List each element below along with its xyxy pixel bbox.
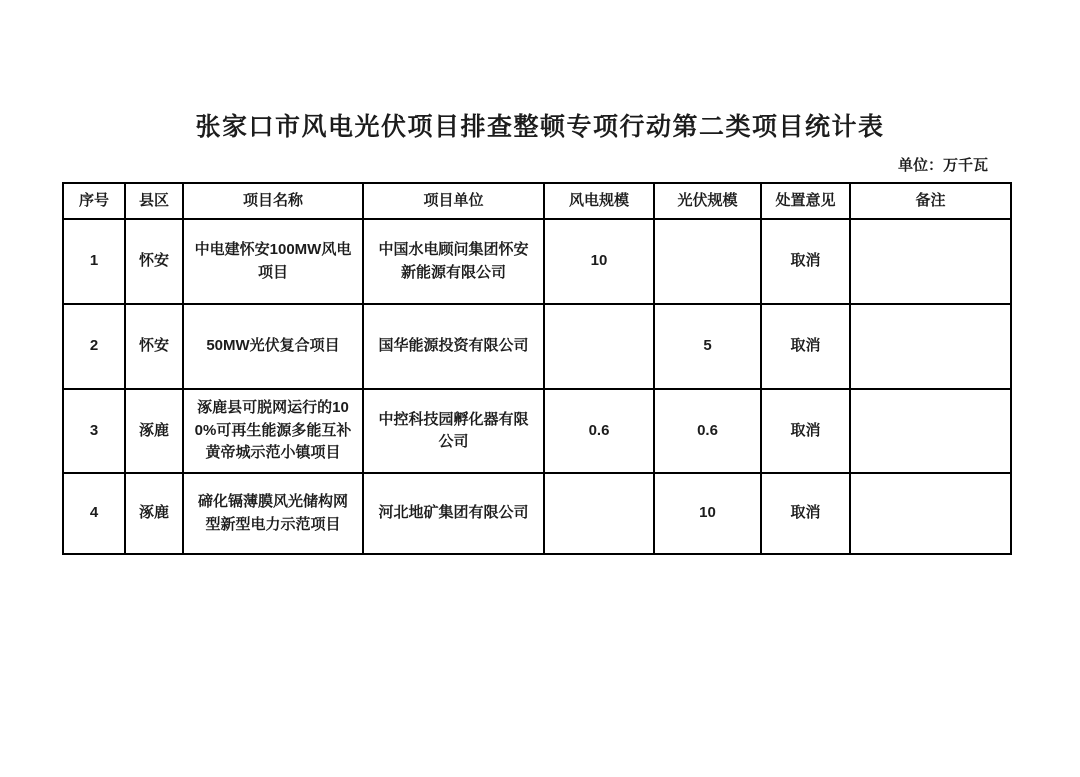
cell-remarks <box>850 473 1011 554</box>
cell-project-name: 碲化镉薄膜风光储构网型新型电力示范项目 <box>183 473 363 554</box>
cell-pv-scale <box>654 219 761 304</box>
cell-project-unit: 国华能源投资有限公司 <box>363 304 544 389</box>
cell-county: 怀安 <box>125 304 183 389</box>
cell-project-name: 涿鹿县可脱网运行的100%可再生能源多能互补黄帝城示范小镇项目 <box>183 389 363 473</box>
cell-seq: 2 <box>63 304 125 389</box>
cell-wind-scale: 0.6 <box>544 389 654 473</box>
cell-wind-scale: 10 <box>544 219 654 304</box>
cell-disposal: 取消 <box>761 219 850 304</box>
cell-seq: 3 <box>63 389 125 473</box>
cell-remarks <box>850 219 1011 304</box>
cell-disposal: 取消 <box>761 389 850 473</box>
col-header-project-unit: 项目单位 <box>363 183 544 219</box>
cell-seq: 1 <box>63 219 125 304</box>
cell-pv-scale: 10 <box>654 473 761 554</box>
col-header-disposal: 处置意见 <box>761 183 850 219</box>
col-header-remarks: 备注 <box>850 183 1011 219</box>
cell-seq: 4 <box>63 473 125 554</box>
cell-pv-scale: 5 <box>654 304 761 389</box>
cell-county: 怀安 <box>125 219 183 304</box>
col-header-county: 县区 <box>125 183 183 219</box>
table-row <box>63 473 1011 554</box>
unit-note: 单位：万千瓦 <box>897 157 988 174</box>
cell-county: 涿鹿 <box>125 473 183 554</box>
cell-remarks <box>850 389 1011 473</box>
document-title: 张家口市风电光伏项目排查整顿专项行动第二类项目统计表 <box>195 114 885 141</box>
cell-county: 涿鹿 <box>125 389 183 473</box>
cell-project-unit: 中国水电顾问集团怀安新能源有限公司 <box>363 219 544 304</box>
cell-project-name: 50MW光伏复合项目 <box>183 304 363 389</box>
table-row <box>63 219 1011 304</box>
cell-project-unit: 中控科技园孵化器有限公司 <box>363 389 544 473</box>
cell-disposal: 取消 <box>761 304 850 389</box>
cell-project-unit: 河北地矿集团有限公司 <box>363 473 544 554</box>
col-header-project-name: 项目名称 <box>183 183 363 219</box>
table-header-row <box>63 183 1011 219</box>
table-row <box>63 304 1011 389</box>
projects-table <box>62 182 1012 555</box>
col-header-seq: 序号 <box>63 183 125 219</box>
cell-wind-scale <box>544 473 654 554</box>
col-header-wind-scale: 风电规模 <box>544 183 654 219</box>
cell-remarks <box>850 304 1011 389</box>
table-row <box>63 389 1011 473</box>
col-header-pv-scale: 光伏规模 <box>654 183 761 219</box>
cell-project-name: 中电建怀安100MW风电项目 <box>183 219 363 304</box>
cell-pv-scale: 0.6 <box>654 389 761 473</box>
cell-disposal: 取消 <box>761 473 850 554</box>
cell-wind-scale <box>544 304 654 389</box>
